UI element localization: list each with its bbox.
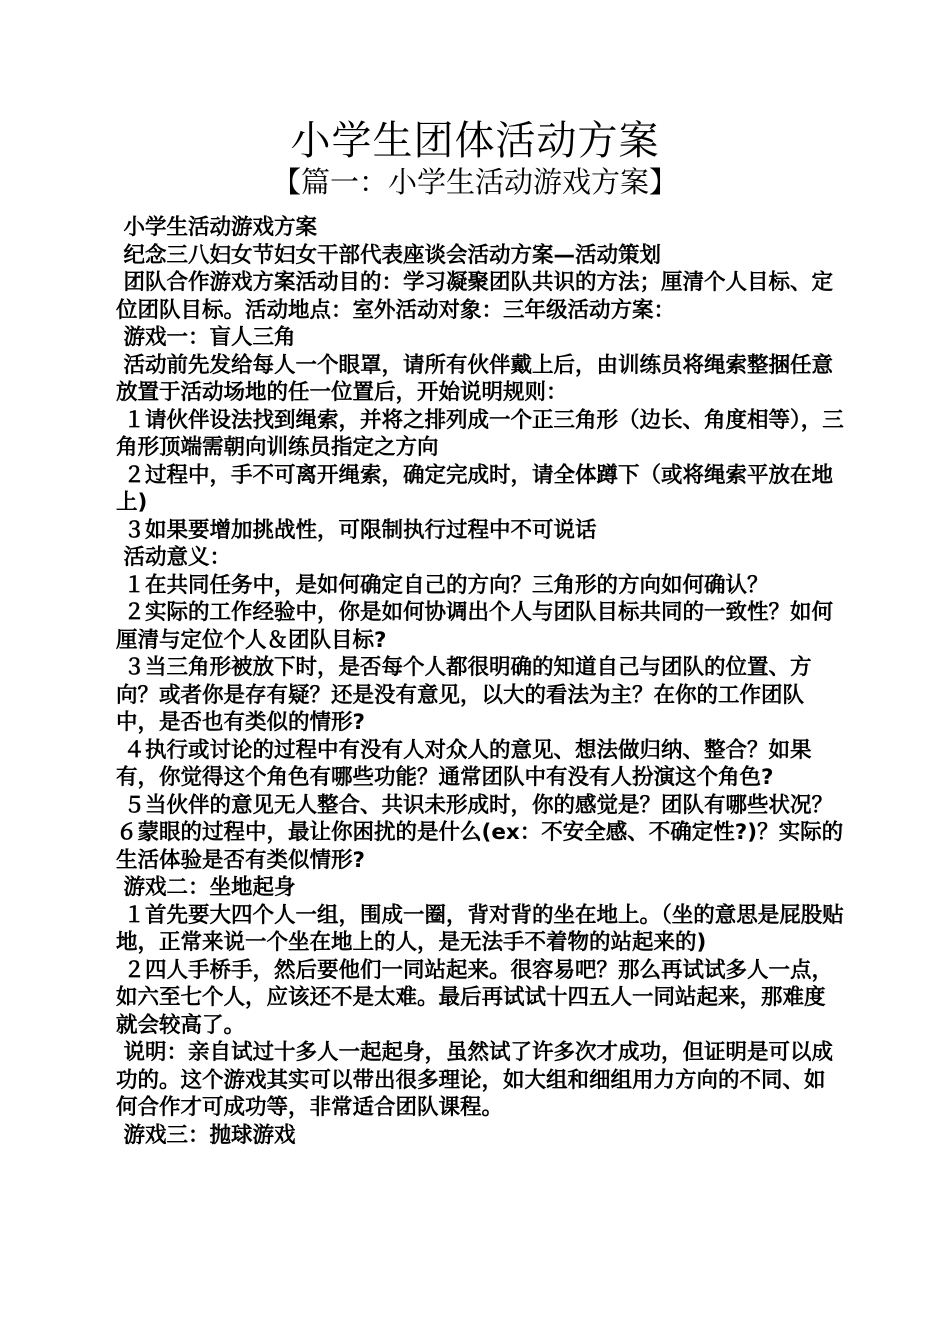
paragraph: 游戏一：盲人三角	[116, 325, 296, 350]
paragraph: 游戏三：抛球游戏	[116, 1122, 296, 1148]
paragraph: ４执行或讨论的过程中有没有人对众人的意见、想法做归纳、整合？如果有，你觉得这个角色有哪些功能？通常团队中有没有人扮演这个角色?	[116, 737, 812, 790]
paragraph: 小学生活动游戏方案	[116, 215, 318, 240]
paragraph: 团队合作游戏方案活动目的：学习凝聚团队共识的方法；厘清个人目标、定位团队目标。活动地点：室外活动对象：三年级活动方案：	[116, 270, 834, 323]
paragraph: １请伙伴设法找到绳索，并将之排列成一个正三角形（边长、角度相等），三角形顶端需朝向训练员指定之方向	[116, 407, 844, 460]
paragraph: ３当三角形被放下时，是否每个人都很明确的知道自己与团队的位置、方向？或者你是存有疑？还是没有意见，以大的看法为主？在你的工作团队中，是否也有类似的情形?	[116, 655, 812, 735]
paragraph: ２四人手桥手，然后要他们一同站起来。很容易吧？那么再试试多人一点，如六至七个人，应该还不是太难。最后再试试十四五人一同站起来，那难度就会较高了。	[116, 957, 834, 1038]
paragraph: 活动前先发给每人一个眼罩，请所有伙伴戴上后，由训练员将绳索整捆任意放置于活动场地的任一位置后，开始说明规则：	[116, 352, 834, 405]
paragraph: １首先要大四个人一组，围成一圈，背对背的坐在地上。（坐的意思是屁股贴地，正常来说一个坐在地上的人，是无法手不着物的站起来的)	[116, 902, 844, 955]
paragraph: ３如果要增加挑战性，可限制执行过程中不可说话	[116, 517, 597, 543]
paragraph: 活动意义：	[116, 545, 232, 570]
paragraph: 说明：亲自试过十多人一起起身，虽然试了许多次才成功，但证明是可以成功的。这个游戏其实可以带出很多理论，如大组和细组用力方向的不同、如何合作才可成功等，非常适合团队课程。	[116, 1040, 834, 1120]
document-subtitle: 【篇一：小学生活动游戏方案】	[271, 165, 678, 199]
document-title: 小学生团体活动方案	[290, 118, 660, 164]
paragraph: 游戏二：坐地起身	[116, 875, 296, 900]
paragraph: 纪念三八妇女节妇女干部代表座谈会活动方案—活动策划	[116, 242, 662, 268]
document-body	[116, 214, 846, 1149]
paragraph: ２实际的工作经验中，你是如何协调出个人与团队目标共同的一致性？如何厘清与定位个人＆团队目标?	[116, 600, 834, 653]
paragraph: ５当伙伴的意见无人整合、共识未形成时，你的感觉是？团队有哪些状况？ ６蒙眼的过程中，最让你困扰的是什么(ex：不安全感、不确定性?)？实际的生活体验是否有类似情形?	[116, 792, 844, 873]
paragraph: ２过程中，手不可离开绳索，确定完成时，请全体蹲下（或将绳索平放在地上)	[116, 462, 834, 515]
paragraph: １在共同任务中，是如何确定自己的方向？三角形的方向如何确认？	[116, 572, 769, 598]
